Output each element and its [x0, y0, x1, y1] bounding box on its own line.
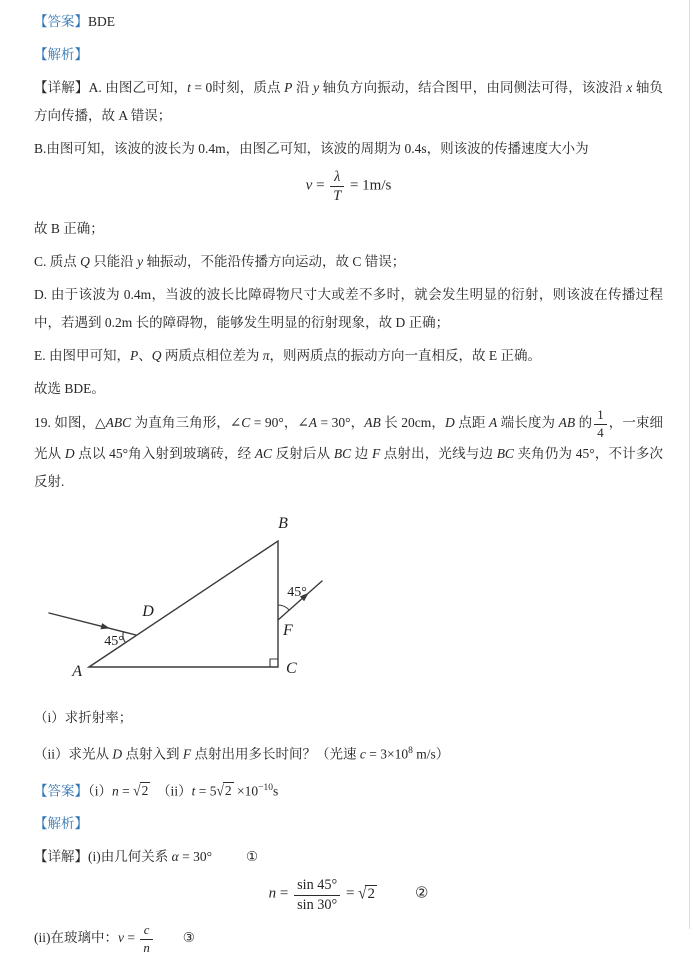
- point-label-d: D: [142, 603, 154, 621]
- detail-19-ii: (ii)在玻璃中：v = $\frac{c}{n}$ ③: [34, 923, 195, 955]
- optics-triangle-figure: [34, 504, 663, 694]
- incident-angle-label: 45°: [104, 634, 124, 650]
- analysis-18: 【解析】: [34, 47, 88, 62]
- solution-text-bottom: [34, 704, 663, 955]
- point-label-f: F: [283, 622, 293, 640]
- exit-angle-label: 45°: [287, 585, 307, 601]
- triangle-diagram: [34, 504, 374, 689]
- answer-19: 【答案】（i）n = √2 $(ii)t = 5√2 \times 10^{-10}s$: [34, 782, 279, 800]
- formula-refraction: n = $\frac{\sin 45^\circ}{\sin 30^\circ}$ = √2 ②: [268, 877, 429, 913]
- square-root: √2: [358, 884, 375, 903]
- detail-a: 【详解】A. 由图乙可知，t = 0时刻，质点 P 沿 y 轴负方向振动，结合图甲，由同侧法可得，该波沿 x 轴负方向传播，故 A 错误；: [34, 80, 664, 123]
- vertex-label-a: A: [72, 663, 82, 681]
- formula-wave-speed: v = $\frac{\lambda}{T}$ = 1m/s: [305, 169, 392, 205]
- page-right-edge: [689, 0, 690, 929]
- right-angle-marker: [270, 659, 278, 667]
- detail-b-end: 故 B 正确；: [34, 220, 104, 236]
- detail-19-i: 【详解】(i)由几何关系 α = 30° ①: [34, 849, 259, 865]
- fraction: $\frac{1}{4}$: [594, 408, 606, 441]
- detail-c: C. 质点 Q 只能沿 y 轴振动，不能沿传播方向运动，故 C 错误；: [34, 253, 406, 269]
- analysis-19: 【解析】: [34, 816, 88, 832]
- choose-answer: 故选 BDE。: [34, 380, 105, 396]
- detail-d: D. 由于该波为 0.4m，当波的波长比障碍物尺寸大或差不多时，就会发生明显的衍射，则该波在传播过程中，若遇到 0.2m 长的障碍物，能够发生明显的衍射现象，故 D 正确；: [34, 286, 663, 330]
- exit-angle-arc: [278, 605, 289, 610]
- fraction: $\frac{\lambda}{T}$: [330, 169, 344, 205]
- solution-text-top: [34, 8, 663, 496]
- square-root: √2: [216, 782, 232, 800]
- fraction: $\frac{c}{n}$: [140, 923, 152, 956]
- fraction: $\frac{\sin 45^\circ}{\sin 30^\circ}$: [294, 877, 340, 913]
- sub-question-ii: （ii）求光从 D 点射入到 F 点射出用多长时间？（光速 $c = 3\times 10^8$ m/s）: [34, 746, 450, 762]
- incident-ray-arrowhead: [101, 623, 111, 629]
- detail-e: E. 由图甲可知，P、Q 两质点相位差为 π，则两质点的振动方向一直相反，故 E 正确。: [34, 347, 542, 363]
- detail-b: B.由图可知，该波的波长为 0.4m，由图乙可知，该波的周期为 0.4s，则该波的传播速度大小为: [34, 141, 589, 156]
- answer-18: 【答案】BDE: [34, 14, 115, 29]
- vertex-label-c: C: [286, 660, 297, 678]
- sub-question-i: （i）求折射率；: [34, 710, 133, 726]
- square-root: √2: [133, 782, 149, 800]
- vertex-label-b: B: [278, 515, 288, 533]
- question-19: 19. 如图，△ABC 为直角三角形，∠C = 90°，∠A = 30°，AB 长 20cm，D 点距 A 端长度为 AB 的 $\frac{1}{4}$ ，一束细光从 D 点以 45°角入射到玻璃砖，经 AC 反射后从 BC 边 F 点射出，光线与边 BC 夹角仍为 45°，不计多次反射.: [34, 407, 664, 490]
